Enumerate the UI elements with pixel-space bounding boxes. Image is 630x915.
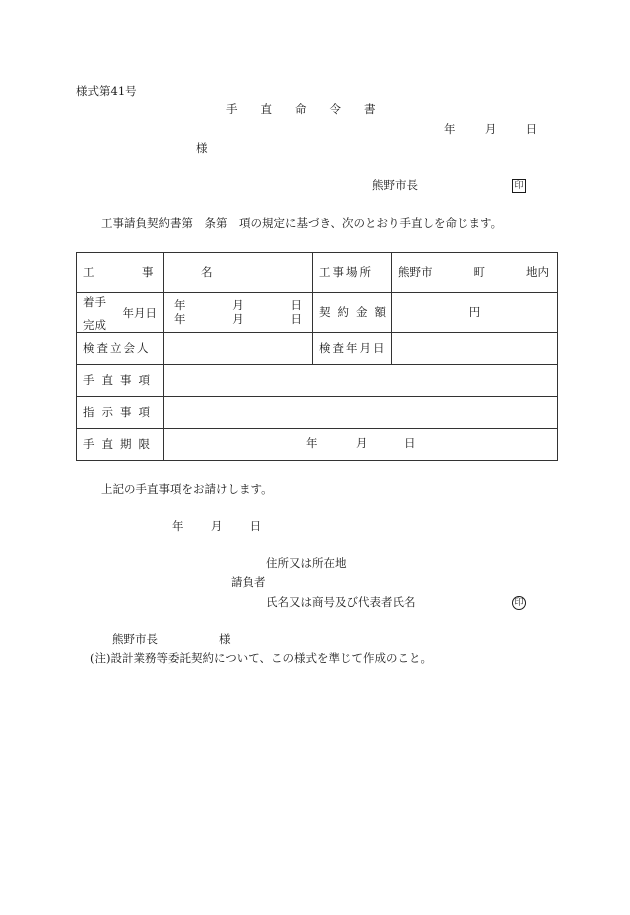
ymd-label: 年月日 [122,305,157,320]
repair-items-label: 手直事項 [77,365,164,397]
start-label: 着手 [83,294,106,309]
request-date [172,521,261,533]
site-value [392,253,558,293]
instruction-items-label: 指示事項 [77,397,164,429]
seal-icon: 印 [512,179,526,193]
issuer-seal [512,179,526,193]
contractor-name-label: 氏名又は商号及び代表者氏名 [266,595,416,609]
header-date [444,124,537,136]
seal-icon: 印 [512,596,526,610]
repair-deadline-label: 手直期限 [77,429,164,461]
deadline-year: 年 [306,435,318,450]
contract-amount-label: 契約金額 [313,293,392,333]
complete-date: 年 月 日 [174,312,302,326]
table-row [77,253,558,293]
contract-amount-value [392,293,558,333]
site-town: 町 [473,264,485,279]
repair-order-table [76,252,558,461]
addressee-suffix: 様 [196,141,208,155]
inspector-value [164,333,313,365]
table-row [77,429,558,461]
repair-deadline-value [164,429,558,461]
table-row [77,333,558,365]
recipient-suffix: 様 [219,632,231,646]
site-lot: 地内 [526,264,549,279]
instruction-text: 工事請負契約書第 条第 項の規定に基づき、次のとおり手直しを命じます。 [101,216,503,230]
document-title: 手 直 命 令 書 [226,102,376,116]
request-text: 上記の手直事項をお請けします。 [101,482,273,496]
contractor-address-label: 住所又は所在地 [266,556,347,570]
start-date: 年 月 日 [174,297,302,312]
site-label: 工事場所 [313,253,392,293]
table-row [77,365,558,397]
form-number: 様式第41号 [76,84,137,98]
table-row [77,397,558,429]
inspection-date-label: 検査年月日 [313,333,392,365]
recipient-name: 熊野市長 [112,632,158,646]
instruction-items-value [164,397,558,429]
header-date-month: 月 [484,122,497,136]
table-row [77,293,558,333]
deadline-month: 月 [356,435,368,450]
repair-items-value [164,365,558,397]
period-label [77,293,164,333]
site-city: 熊野市 [398,264,433,279]
request-date-day: 日 [249,519,262,533]
contractor-role-label: 請負者 [231,575,266,589]
request-date-month: 月 [210,519,223,533]
inspector-label: 検査立会人 [77,333,164,365]
issuer-name: 熊野市長 [372,178,418,192]
construction-name-label: 工 事 名 [77,253,164,293]
inspection-date-value [392,333,558,365]
request-date-year: 年 [172,519,184,533]
header-date-day: 日 [525,122,538,136]
period-value [164,293,313,333]
note-text: (注)設計業務等委託契約について、この様式を準じて作成のこと。 [90,651,433,665]
deadline-day: 日 [404,435,416,450]
contractor-seal [512,596,526,610]
yen-unit: 円 [468,304,481,319]
complete-label: 完成 [83,317,106,332]
header-date-year: 年 [444,122,456,136]
